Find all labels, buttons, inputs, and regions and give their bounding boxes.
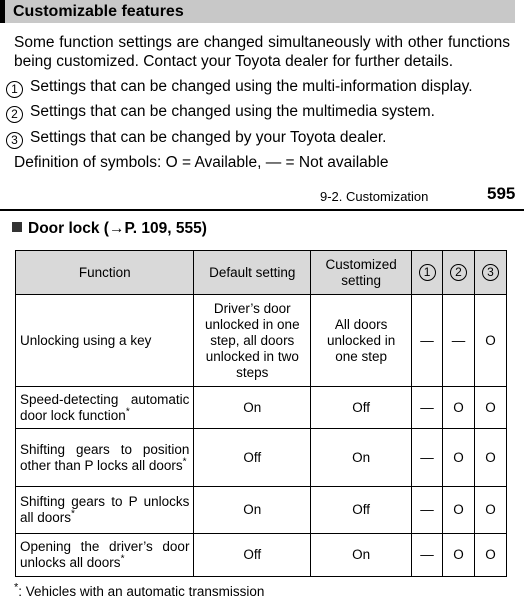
section-title-text: Door lock (→P. 109, 555) xyxy=(28,220,207,237)
default-cell: Driver’s door unlocked in one step, all doors unlocked in two steps xyxy=(194,295,311,387)
function-text: Unlocking using a key xyxy=(20,332,152,348)
circled-number-1: 1 xyxy=(6,81,23,98)
function-cell xyxy=(16,387,194,429)
footnote-mark: * xyxy=(182,456,187,467)
setting-item-1 xyxy=(6,77,473,98)
header-col-3 xyxy=(474,251,506,295)
header-col-2 xyxy=(443,251,475,295)
mark-cell-1: — xyxy=(412,429,443,487)
mark-cell-1: — xyxy=(412,295,443,387)
function-cell xyxy=(16,487,194,534)
footnote-mark: * xyxy=(125,406,130,417)
table-header-row xyxy=(16,251,507,295)
header-bar xyxy=(0,0,515,23)
mark-cell-3: O xyxy=(474,534,506,577)
setting-item-text: Settings that can be changed using the multi-information display. xyxy=(30,78,473,95)
function-text: Opening the driver’s door unlocks all doors xyxy=(20,539,190,570)
mark-cell-3: O xyxy=(474,387,506,429)
customized-cell: On xyxy=(311,534,412,577)
mark-cell-2: O xyxy=(443,387,475,429)
function-text: Speed-detecting automatic door lock function xyxy=(20,391,190,423)
table-row xyxy=(16,487,507,534)
header-customized: Customized setting xyxy=(311,251,412,295)
header-col-1 xyxy=(412,251,443,295)
page-number: 595 xyxy=(487,184,516,203)
default-cell: On xyxy=(194,387,311,429)
default-cell: Off xyxy=(194,534,311,577)
circled-number-3: 3 xyxy=(482,264,499,281)
mark-cell-3: O xyxy=(474,429,506,487)
mark-cell-1: — xyxy=(412,534,443,577)
page-divider xyxy=(0,209,524,211)
mark-cell-1: — xyxy=(412,487,443,534)
default-cell: Off xyxy=(194,429,311,487)
setting-item-text: Settings that can be changed using the multimedia system. xyxy=(30,103,435,120)
table-row xyxy=(16,534,507,577)
default-cell: On xyxy=(194,487,311,534)
square-bullet-icon xyxy=(12,222,22,232)
footnote-mark: * xyxy=(120,553,125,565)
header-function: Function xyxy=(16,251,194,295)
mark-cell-1: — xyxy=(412,387,443,429)
function-text: Shifting gears to P unlocks all doors xyxy=(20,494,190,525)
mark-cell-2: — xyxy=(443,295,475,387)
mark-cell-2: O xyxy=(443,487,475,534)
header-title: Customizable features xyxy=(13,3,184,20)
footnote-text: : Vehicles with an automatic transmission xyxy=(18,584,265,599)
setting-item-text: Settings that can be changed by your Toyota dealer. xyxy=(30,129,387,146)
function-text: Shifting gears to position other than P locks all doors xyxy=(20,441,190,473)
mark-cell-3: O xyxy=(474,487,506,534)
symbol-definition: Definition of symbols: O = Available, — = Not available xyxy=(14,154,389,171)
mark-cell-2: O xyxy=(443,429,475,487)
customized-cell: Off xyxy=(311,487,412,534)
footnote-mark: * xyxy=(71,508,75,520)
circled-number-1: 1 xyxy=(419,264,436,281)
function-cell xyxy=(16,534,194,577)
door-lock-table xyxy=(15,250,507,577)
mark-cell-2: O xyxy=(443,534,475,577)
customized-cell: All doors unlocked in one step xyxy=(311,295,412,387)
intro-paragraph: Some function settings are changed simultaneously with other functions being customized. Contact your Toyota dealer for further details. xyxy=(14,34,510,70)
customized-cell: On xyxy=(311,429,412,487)
footer-section-label: 9-2. Customization xyxy=(320,189,429,204)
section-title xyxy=(12,220,207,238)
setting-item-2 xyxy=(6,102,435,123)
setting-item-3 xyxy=(6,128,386,149)
customized-cell: Off xyxy=(311,387,412,429)
mark-cell-3: O xyxy=(474,295,506,387)
circled-number-3: 3 xyxy=(6,132,23,149)
circled-number-2: 2 xyxy=(6,106,23,123)
footnote xyxy=(14,581,265,599)
footnote-mark: * xyxy=(14,581,19,594)
table-row xyxy=(16,295,507,387)
table-row xyxy=(16,429,507,487)
circled-number-2: 2 xyxy=(450,264,467,281)
header-default: Default setting xyxy=(194,251,311,295)
table-row xyxy=(16,387,507,429)
function-cell xyxy=(16,295,194,387)
function-cell xyxy=(16,429,194,487)
